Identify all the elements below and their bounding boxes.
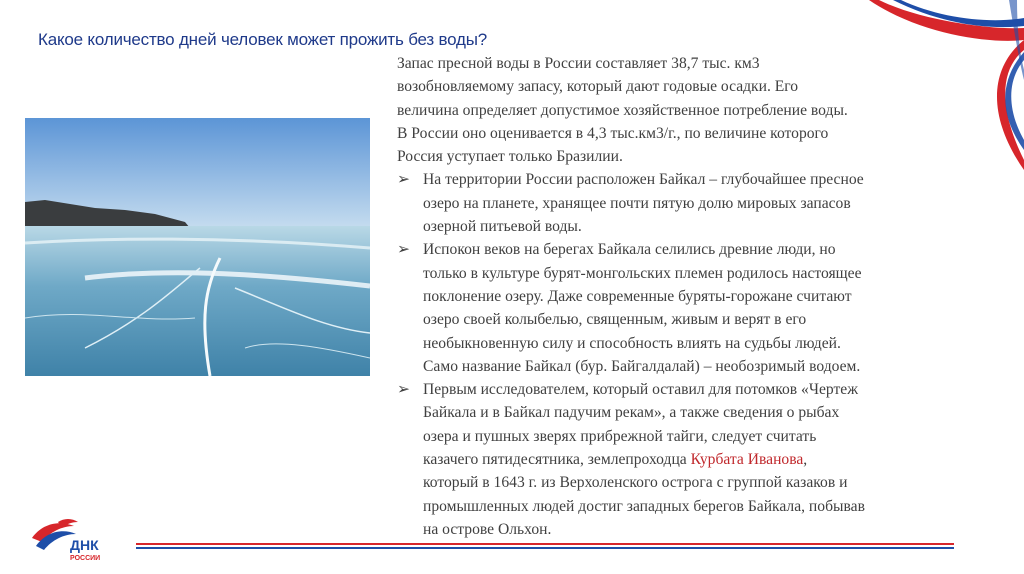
- arrow-bullet-icon: ➢: [397, 171, 411, 189]
- arrow-bullet-icon: ➢: [397, 381, 411, 399]
- footer-divider-lines: [136, 543, 954, 553]
- bullet-line: необыкновенную силу и способность влиять на судьбы людей.: [423, 334, 841, 352]
- bullet-ancient-people: [397, 238, 972, 378]
- bullet-line: только в культуре бурят-монгольских племен родилось настоящее: [423, 264, 862, 282]
- intro-line: Запас пресной воды в России составляет 38,7 тыс. км3: [397, 55, 760, 72]
- bullet-line: поклонение озеру. Даже современные буряты-горожане считают: [423, 287, 852, 305]
- bullet-line: Байкала и в Байкал падучим рекам», а также сведения о рыбах: [423, 404, 840, 422]
- bullet-line: на острове Ольхон.: [423, 520, 552, 538]
- bullet-line: озера и пушных зверях прибрежной тайги, следует считать: [423, 427, 817, 445]
- page-title: Какое количество дней человек может прожить без воды?: [38, 30, 488, 49]
- bullet-line: казачего пятидесятника, землепроходца: [423, 451, 691, 469]
- arrow-bullet-icon: ➢: [397, 241, 411, 259]
- kurbat-ivanov-highlight: Курбата Иванова: [690, 451, 804, 469]
- bullet-line: На территории России расположен Байкал – глубочайшее пресное: [423, 171, 864, 189]
- intro-line: величина определяет допустимое хозяйственное потребление воды.: [397, 101, 848, 119]
- bullet-baikal-deepest: [397, 168, 972, 238]
- bullet-line: Первым исследователем, который оставил для потомков «Чертеж: [423, 381, 858, 399]
- bullet-first-explorer: [397, 378, 972, 541]
- baikal-ice-photo: [25, 118, 370, 376]
- bullet-line: промышленных людей достиг западных берегов Байкала, побывав: [423, 497, 865, 515]
- svg-text:РОССИИ: РОССИИ: [70, 555, 101, 562]
- bullet-line: озеро своей колыбелью, священным, живым и верят в его: [423, 311, 807, 329]
- dnk-rossii-logo: [28, 516, 128, 566]
- intro-line: возобновляемому запасу, который дают годовые осадки. Его: [397, 78, 799, 96]
- bullet-line: Само название Байкал (бур. Байгалдалай) – необозримый водоем.: [423, 357, 861, 375]
- bullet-list: [397, 168, 972, 541]
- bullet-line: озерной питьевой воды.: [423, 218, 582, 236]
- bullet-line: который в 1643 г. из Верхоленского острога с группой казаков и: [423, 474, 848, 492]
- svg-text:ДНК: ДНК: [70, 537, 99, 553]
- intro-line: Россия уступает только Бразилии.: [397, 148, 623, 166]
- bullet-line: озеро на планете, хранящее почти пятую долю мировых запасов: [423, 194, 851, 212]
- comma-text: ,: [803, 451, 808, 469]
- intro-line: В России оно оценивается в 4,3 тыс.км3/г., по величине которого: [397, 124, 829, 142]
- article-body: [397, 52, 972, 541]
- intro-paragraph: [397, 52, 972, 168]
- bullet-line: Испокон веков на берегах Байкала селились древние люди, но: [423, 241, 836, 259]
